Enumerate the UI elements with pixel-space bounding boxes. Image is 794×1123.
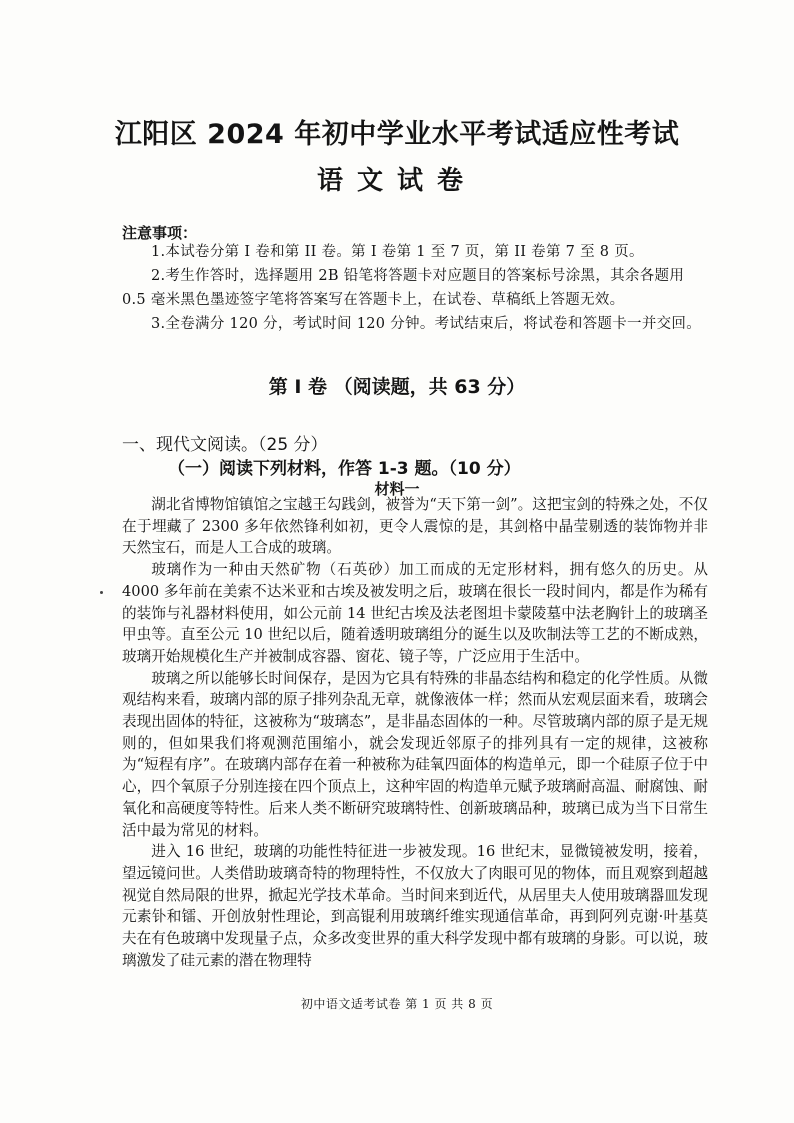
passage-paragraph: 玻璃作为一种由天然矿物（石英砂）加工而成的无定形材料，拥有悠久的历史。从 4000 多年前在美索不达米亚和古埃及被发明之后，玻璃在很长一段时间内，都是作为稀有的装饰与礼器材料使用，如公元前 14 世纪古埃及法老图坦卡蒙陵墓中法老胸针上的玻璃圣甲虫等。直至公元 10 世纪以后，随着透明玻璃组分的诞生以及吹制法等工艺的不断成熟，玻璃开始规模化生产并被制成容器、窗花、镜子等，广泛应用于生活中。 (122, 561, 708, 665)
notice-item-2: 2.考生作答时，选择题用 2B 铅笔将答题卡对应题目的答案标号涂黑，其余各题用 0.5 毫米黑色墨迹签字笔将答案写在答题卡上，在试卷、草稿纸上答题无效。 (122, 268, 685, 308)
exam-subject-title: 语文试卷 (316, 166, 477, 196)
part-title: 第 I 卷 （阅读题，共 63 分） (268, 376, 526, 398)
scan-speck (100, 591, 103, 594)
exam-title: 江阳区 2024 年初中学业水平考试适应性考试 (114, 119, 680, 150)
notice-item-3: 3.全卷满分 120 分，考试时间 120 分钟。考试结束后，将试卷和答题卡一并交回。 (151, 316, 702, 332)
passage-paragraph: 进入 16 世纪，玻璃的功能性特征进一步被发现。16 世纪末，显微镜被发明，接着，望远镜问世。人类借助玻璃奇特的物理特性，不仅放大了肉眼可见的物体，而且观察到超越视觉自然局限的世界，掀起光学技术革命。当时间来到近代，从居里夫人使用玻璃器皿发现元素钋和镭、开创放射性理论，到高锟利用玻璃纤维实现通信革命，再到阿列克谢·叶基莫夫在有色玻璃中发现量子点，众多改变世界的重大科学发现中都有玻璃的身影。可以说，玻璃激发了硅元素的潜在物理特 (122, 843, 708, 969)
notice-item-1: 1.本试卷分第 I 卷和第 II 卷。第 I 卷第 1 至 7 页，第 II 卷第 7 至 8 页。 (151, 244, 644, 260)
reading-passage (122, 494, 708, 971)
material-title: 材料一 (374, 480, 420, 498)
passage-paragraph: 湖北省博物馆镇馆之宝越王勾践剑，被誉为“天下第一剑”。这把宝剑的特殊之处，不仅在于埋藏了 2300 多年依然锋利如初，更令人震惊的是，其剑格中晶莹剔透的装饰物并非天然宝石，而是人工合成的玻璃。 (122, 496, 708, 557)
passage-paragraph: 玻璃之所以能够长时间保存，是因为它具有特殊的非晶态结构和稳定的化学性质。从微观结构来看，玻璃内部的原子排列杂乱无章，就像液体一样；然而从宏观层面来看，玻璃会表现出固体的特征，这被称为“玻璃态”，是非晶态固体的一种。尽管玻璃内部的原子是无规则的，但如果我们将观测范围缩小，就会发现近邻原子的排列具有一定的规律，这被称为“短程有序”。在玻璃内部存在着一种被称为硅氧四面体的构造单元，即一个硅原子位于中心，四个氧原子分别连接在四个顶点上，这种牢固的构造单元赋予玻璃耐高温、耐腐蚀、耐氧化和高硬度等特性。后来人类不断研究玻璃特性、创新玻璃品种，玻璃已成为当下日常生活中最为常见的材料。 (122, 669, 708, 839)
notice-heading: 注意事项： (122, 224, 198, 242)
subsection-heading: （一）阅读下列材料，作答 1-3 题。（10 分） (168, 459, 521, 479)
section-heading: 一、现代文阅读。（25 分） (122, 435, 328, 455)
page-footer: 初中语文适考试卷 第 1 页 共 8 页 (300, 997, 494, 1011)
